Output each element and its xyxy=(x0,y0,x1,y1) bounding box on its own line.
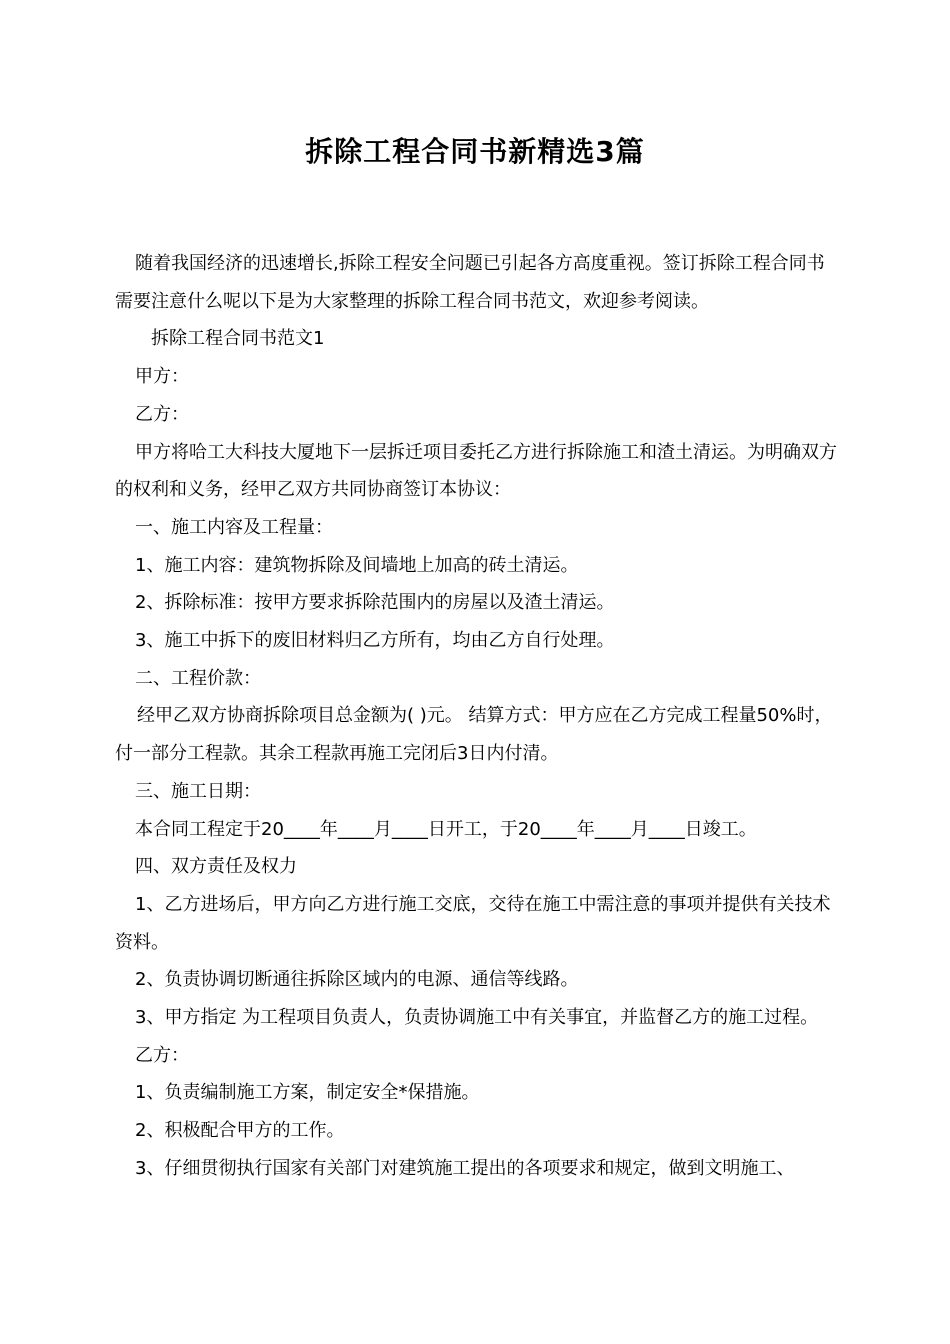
clause-item: 1、乙方进场后，甲方向乙方进行施工交底，交待在施工中需注意的事项并提供有关技术资料。 xyxy=(115,893,831,953)
clause-heading-scope: 一、施工内容及工程量： xyxy=(135,516,333,538)
clause-item: 2、拆除标准：按甲方要求拆除范围内的房屋以及渣土清运。 xyxy=(135,592,615,614)
intro-paragraph: 随着我国经济的迅速增长,拆除工程安全问题已引起各方高度重视。签订拆除工程合同书需要注意什么呢以下是为大家整理的拆除工程合同书范文，欢迎参考阅读。 xyxy=(115,253,825,312)
clause-item: 3、施工中拆下的废旧材料归乙方所有，均由乙方自行处理。 xyxy=(135,630,615,652)
clause-heading-dates: 三、施工日期： xyxy=(135,780,261,802)
party-b-label: 乙方： xyxy=(135,1044,189,1066)
section-heading-sample-1: 拆除工程合同书范文1 xyxy=(151,328,325,350)
agreement-preamble: 甲方将哈工大科技大厦地下一层拆迁项目委托乙方进行拆除施工和渣土清运。为明确双方的权利和义务，经甲乙双方共同协商签订本协议： xyxy=(115,441,837,501)
clause-item: 3、甲方指定 为工程项目负责人，负责协调施工中有关事宜，并监督乙方的施工过程。 xyxy=(135,1007,819,1029)
party-b-label: 乙方： xyxy=(135,403,189,425)
clause-heading-responsibilities: 四、双方责任及权力 xyxy=(135,856,297,878)
clause-item: 1、负责编制施工方案，制定安全*保措施。 xyxy=(135,1082,480,1104)
document-title: 拆除工程合同书新精选3篇 xyxy=(305,135,645,168)
document-body xyxy=(115,245,840,1188)
clause-item: 2、负责协调切断通往拆除区域内的电源、通信等线路。 xyxy=(135,969,579,991)
clause-item: 3、仔细贯彻执行国家有关部门对建筑施工提出的各项要求和规定，做到文明施工、 xyxy=(135,1157,795,1179)
price-paragraph: 经甲乙双方协商拆除项目总金额为( )元。 结算方式：甲方应在乙方完成工程量50%时，付一部分工程款。其余工程款再施工完闭后3日内付清。 xyxy=(115,705,833,765)
party-a-label: 甲方： xyxy=(135,366,189,388)
dates-paragraph: 本合同工程定于20____年____月____日开工，于20____年____月____日竣工。 xyxy=(135,818,757,840)
clause-heading-price: 二、工程价款： xyxy=(135,667,261,689)
clause-item: 1、施工内容：建筑物拆除及间墙地上加高的砖土清运。 xyxy=(135,554,579,576)
clause-item: 2、积极配合甲方的工作。 xyxy=(135,1120,345,1142)
